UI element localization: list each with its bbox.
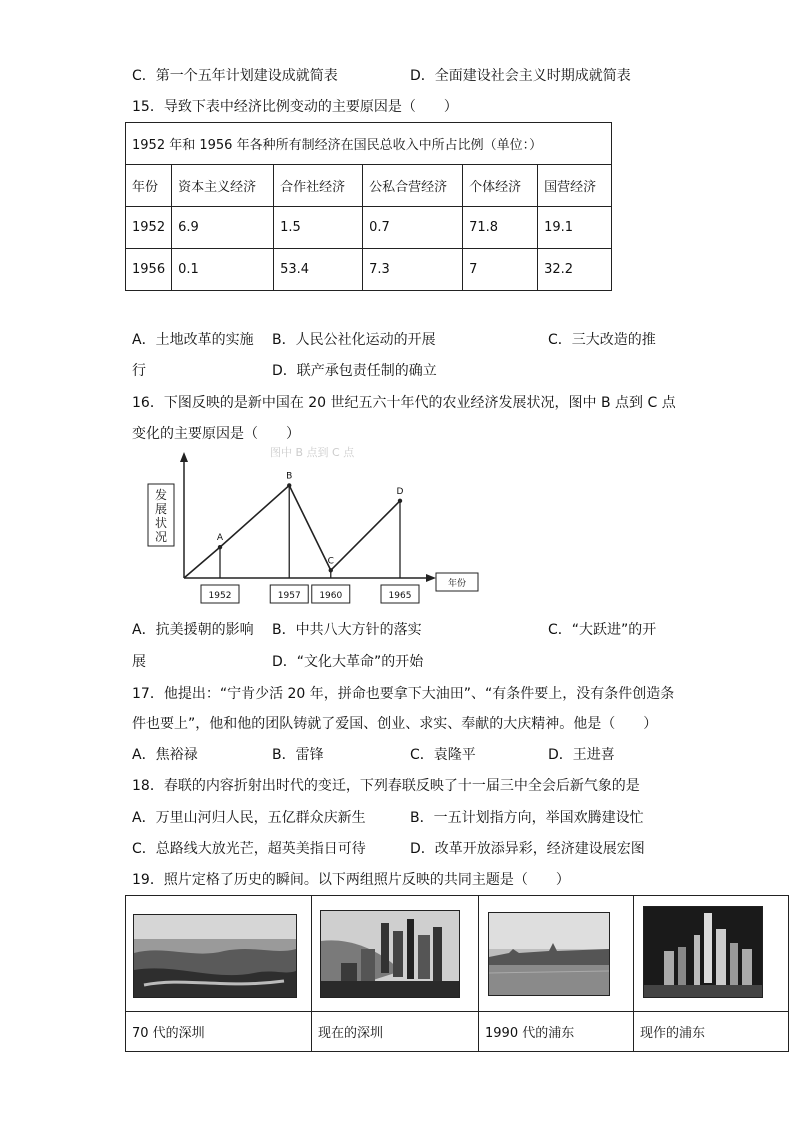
- q17-option-b: B．雷锋: [272, 747, 324, 763]
- photo-shenzhen-70s: [133, 914, 297, 998]
- table-header-cell: 合作社经济: [274, 165, 363, 207]
- q18-option-a: A．万里山河归人民，五亿群众庆新生: [132, 810, 366, 826]
- x-tick-label: 1960: [319, 591, 343, 601]
- table-cell: 19.1: [538, 207, 612, 249]
- agriculture-line-chart: [140, 440, 480, 615]
- q17-stem-line2: 件也要上”，他和他的团队铸就了爱国、创业、求实、奉献的大庆精神。他是（ ）: [132, 716, 658, 732]
- table-cell: 1952: [126, 207, 172, 249]
- point-label-a: A: [216, 533, 224, 544]
- q16-stem-line1: 16．下图反映的是新中国在 20 世纪五六十年代的农业经济发展状况，图中 B 点到 C 点: [132, 395, 676, 411]
- q15-option-d: D．联产承包责任制的确立: [272, 363, 437, 379]
- q14-option-d: D．全面建设社会主义时期成就简表: [410, 68, 631, 84]
- table-cell: 1.5: [274, 207, 363, 249]
- data-point-c: [329, 568, 333, 572]
- photo-caption: 70 代的深圳: [126, 1012, 312, 1052]
- table-cell: 1956: [126, 249, 172, 291]
- q16-stem-line2: 变化的主要原因是（ ）: [132, 426, 300, 442]
- table-header-cell: 年份: [126, 165, 172, 207]
- y-axis-arrow: [180, 452, 188, 462]
- q18-option-c: C．总路线大放光芒，超英美指日可待: [132, 841, 366, 857]
- q18-stem: 18．春联的内容折射出时代的变迁，下列春联反映了十一届三中全会后新气象的是: [132, 778, 640, 794]
- q16-option-c-wrap: 展: [132, 654, 146, 670]
- q18-option-b: B．一五计划指方向，举国欢腾建设忙: [410, 810, 644, 826]
- q17-stem-line1: 17．他提出：“宁肯少活 20 年，拼命也要拿下大油田”、“有条件要上，没有条件创造条: [132, 686, 675, 702]
- point-label-d: D: [396, 486, 404, 497]
- table-header-cell: 资本主义经济: [172, 165, 274, 207]
- q16-option-c: C．“大跃进”的开: [548, 622, 657, 638]
- table-header-cell: 国营经济: [538, 165, 612, 207]
- photo-pudong-now: [643, 906, 763, 998]
- q15-option-a: A．土地改革的实施: [132, 332, 254, 348]
- x-tick-label: 1957: [277, 591, 301, 601]
- table-cell: 0.1: [172, 249, 274, 291]
- table-row: [126, 249, 612, 291]
- q17-option-c: C．袁隆平: [410, 747, 476, 763]
- q16-option-a: A．抗美援朝的影响: [132, 622, 254, 638]
- q15-option-c-wrap: 行: [132, 363, 146, 379]
- q16-option-b: B．中共八大方针的落实: [272, 622, 422, 638]
- x-tick-label: 1965: [388, 591, 412, 601]
- q15-table: [125, 122, 612, 291]
- q15-option-c: C．三大改造的推: [548, 332, 656, 348]
- table-row: [126, 207, 612, 249]
- q15-table-title: 1952 年和 1956 年各种所有制经济在国民总收入中所占比例（单位：）: [126, 123, 612, 165]
- data-point-a: [218, 545, 222, 549]
- table-cell: 71.8: [463, 207, 538, 249]
- q15-stem: 15．导致下表中经济比例变动的主要原因是（ ）: [132, 99, 458, 115]
- photo-shenzhen-now: [320, 910, 460, 998]
- x-axis-label: 年份: [447, 579, 467, 589]
- table-cell: 7: [463, 249, 538, 291]
- table-cell: 7.3: [363, 249, 463, 291]
- data-point-b: [287, 483, 291, 487]
- table-cell: 32.2: [538, 249, 612, 291]
- q15-option-b: B．人民公社化运动的开展: [272, 332, 436, 348]
- x-tick-label: 1952: [208, 591, 232, 601]
- table-cell: 0.7: [363, 207, 463, 249]
- photo-caption: 1990 代的浦东: [479, 1012, 634, 1052]
- q14-option-c: C．第一个五年计划建设成就简表: [132, 68, 338, 84]
- point-label-c: C: [327, 556, 334, 567]
- photo-caption: 现在的深圳: [312, 1012, 479, 1052]
- chart-faint-header: 图中 B 点到 C 点: [270, 446, 355, 459]
- table-header-cell: 个体经济: [463, 165, 538, 207]
- x-axis-arrow: [426, 574, 436, 582]
- photo-caption: 现作的浦东: [634, 1012, 789, 1052]
- table-cell: 6.9: [172, 207, 274, 249]
- y-axis-label: 发展状况: [154, 488, 168, 544]
- q17-option-a: A．焦裕禄: [132, 747, 198, 763]
- table-cell: 53.4: [274, 249, 363, 291]
- data-point-d: [398, 499, 402, 503]
- series-line: [184, 485, 400, 578]
- q16-option-d: D．“文化大革命”的开始: [272, 654, 424, 670]
- q17-option-d: D．王进喜: [548, 747, 615, 763]
- table-header-cell: 公私合营经济: [363, 165, 463, 207]
- q18-option-d: D．改革开放添异彩，经济建设展宏图: [410, 841, 645, 857]
- point-label-b: B: [286, 471, 293, 482]
- photo-pudong-1990: [488, 912, 610, 996]
- q19-stem: 19．照片定格了历史的瞬间。以下两组照片反映的共同主题是（ ）: [132, 872, 570, 888]
